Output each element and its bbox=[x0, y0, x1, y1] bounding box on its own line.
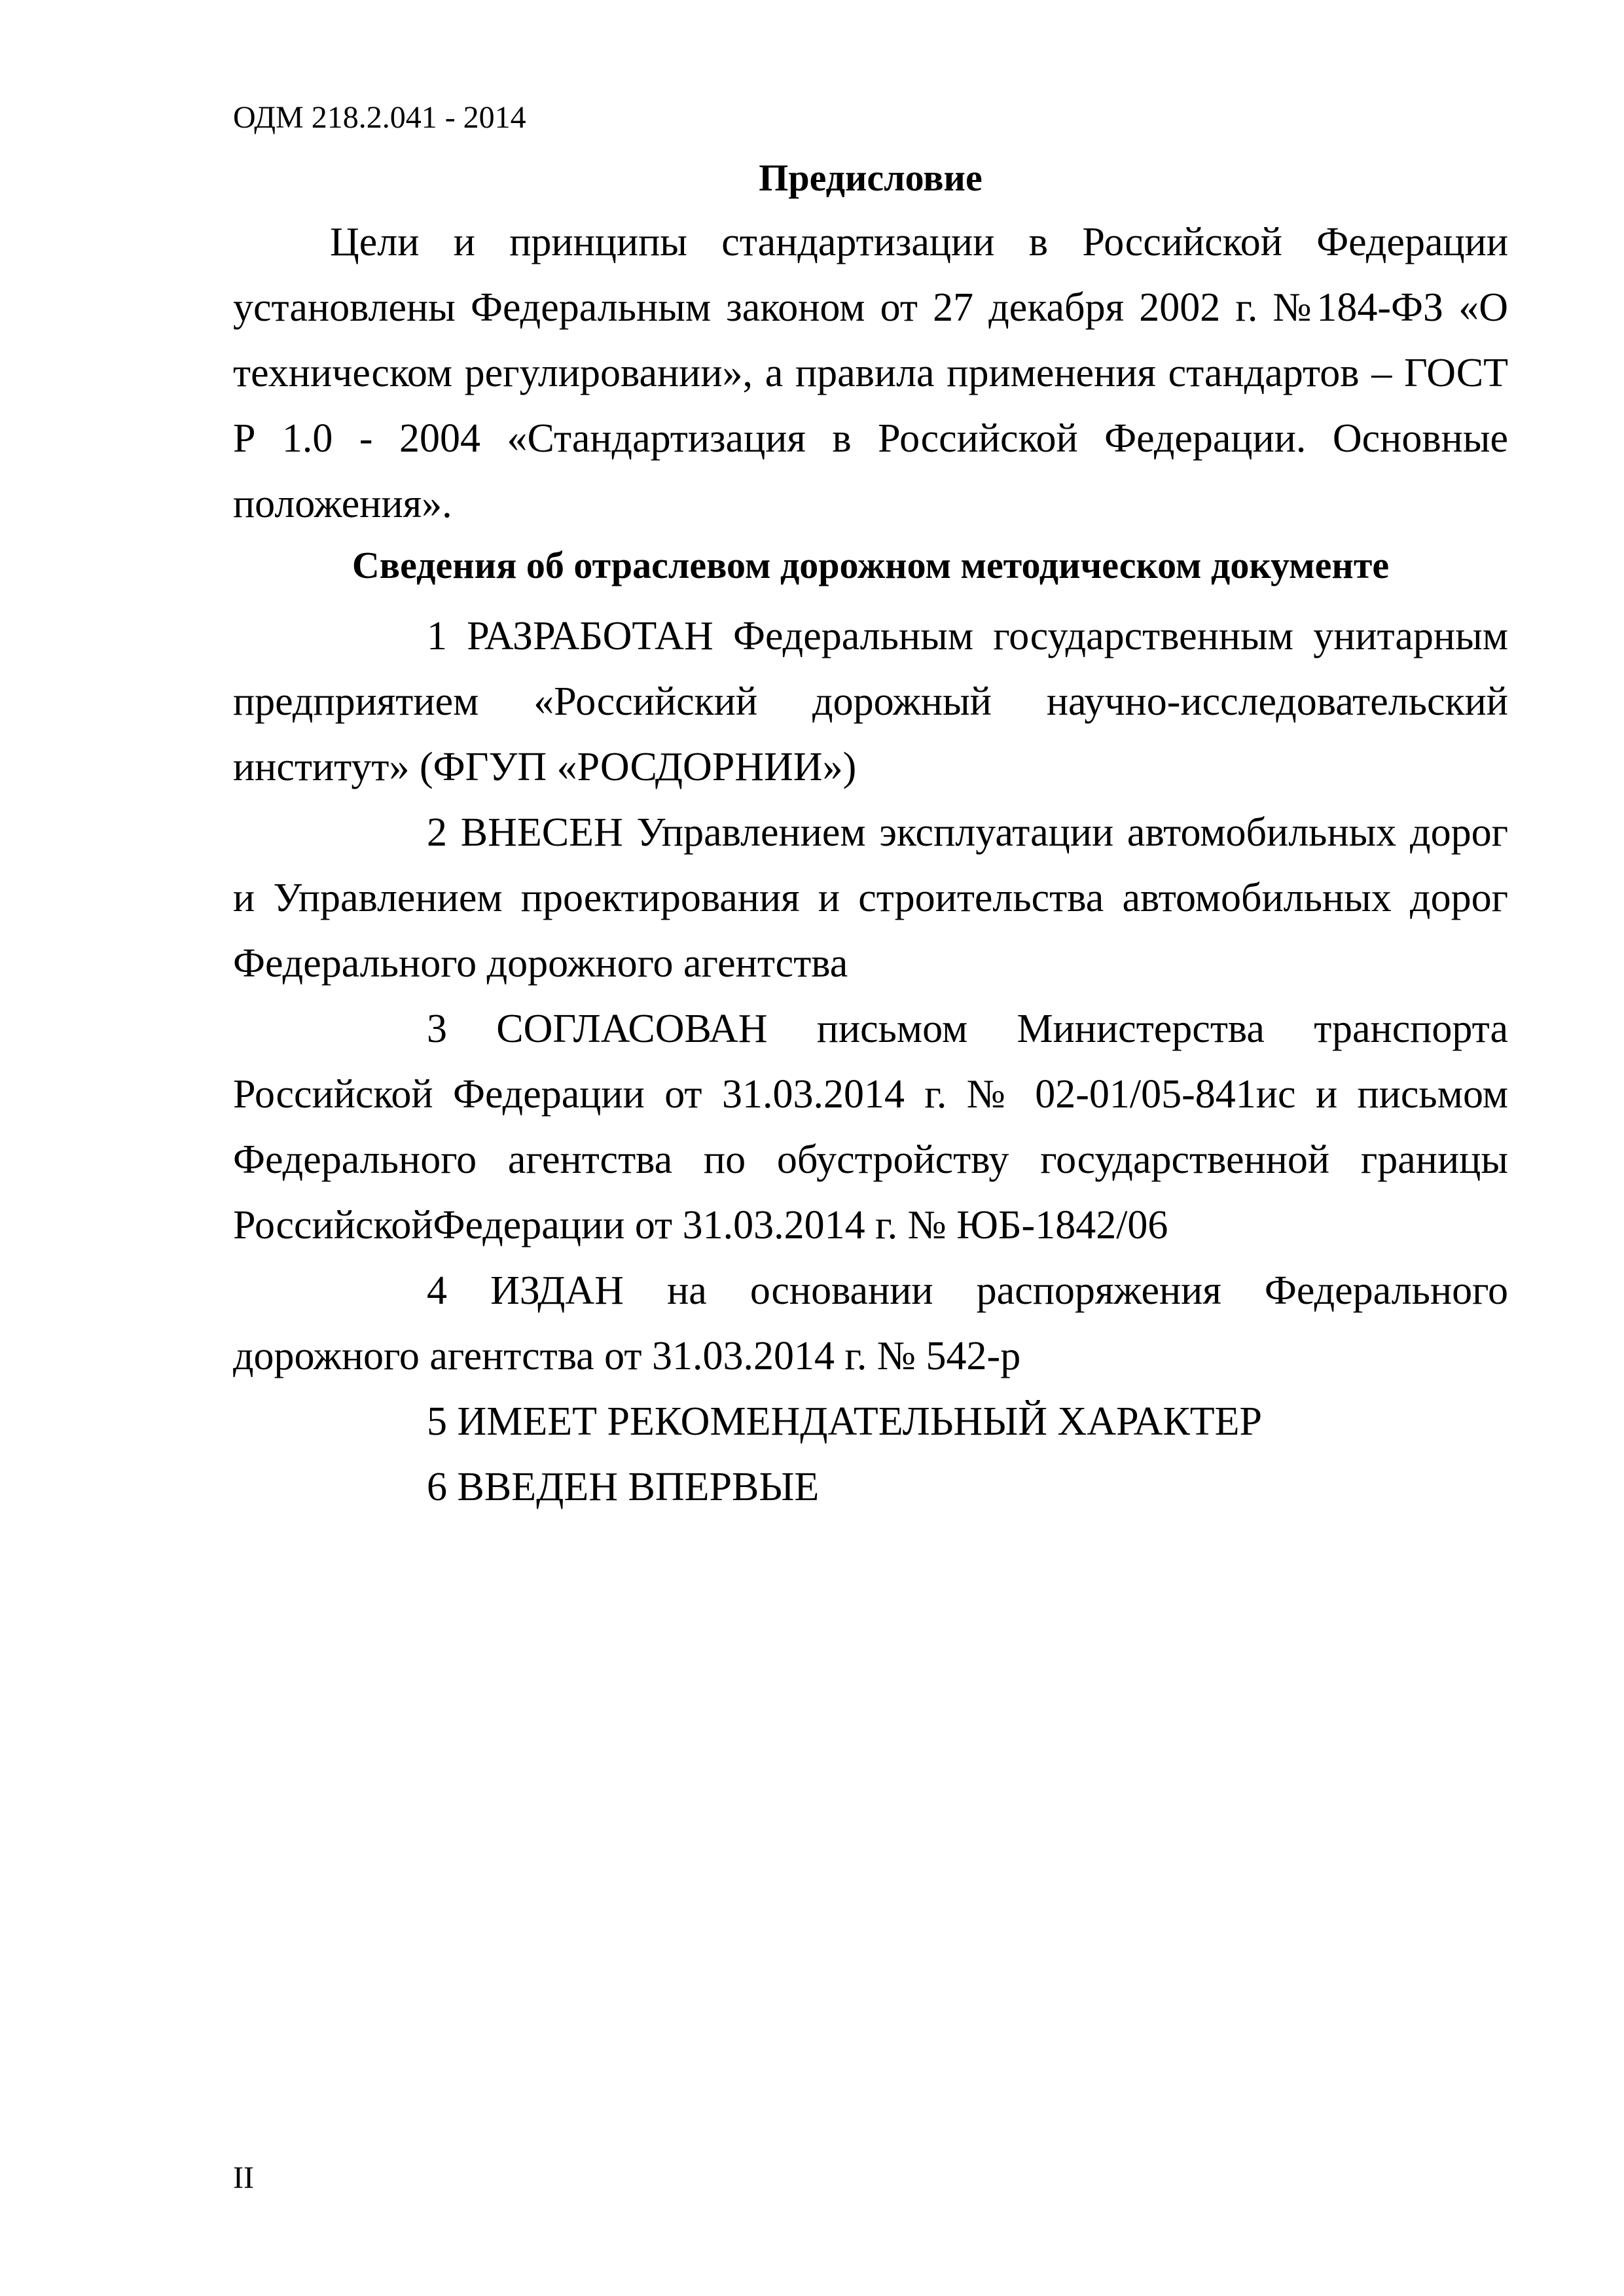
list-item bbox=[233, 1389, 1508, 1454]
list-item bbox=[233, 603, 1508, 800]
list-item bbox=[233, 996, 1508, 1258]
foreword-title: Предисловие bbox=[759, 156, 983, 199]
page-number: II bbox=[233, 2161, 254, 2195]
list-item-number: 2 bbox=[427, 810, 447, 855]
info-title: Сведения об отраслевом дорожном методическом документе bbox=[352, 544, 1390, 586]
list-item-number: 3 bbox=[427, 1007, 447, 1051]
list-item-text: РАЗРАБОТАН Федеральным государственным унитарным предприятием «Российский дорожный научно-исследовательский институт» (ФГУП «РОСДОРНИИ») bbox=[233, 614, 1508, 789]
list-item-number: 6 bbox=[427, 1465, 447, 1509]
list-item bbox=[233, 1258, 1508, 1389]
foreword-paragraph: Цели и принципы стандартизации в Российской Федерации установлены Федеральным законом от 27 декабря 2002 г. №184-ФЗ «О техническом регулировании», а правила применения стандартов – ГОСТ Р 1.0 - 2004 «Стандартизация в Российской Федерации. Основные положения». bbox=[233, 220, 1508, 526]
list-item-number: 4 bbox=[427, 1268, 447, 1313]
list-item-number: 5 bbox=[427, 1399, 447, 1444]
list-item-text: ВВЕДЕН ВПЕРВЫЕ bbox=[457, 1465, 820, 1509]
foreword-section bbox=[233, 209, 1508, 537]
list-item-text: ВНЕСЕН Управлением эксплуатации автомобильных дорог и Управлением проектирования и строительства автомобильных дорог Федерального дорожного агентства bbox=[233, 810, 1508, 986]
list-item-text: СОГЛАСОВАН письмом Министерства транспорта Российской Федерации от 31.03.2014 г. № 02-01/05-841ис и письмом Федерального агентства по обустройству государственной границы РоссийскойФедерации от 31.03.2014 г. № ЮБ-1842/06 bbox=[233, 1007, 1508, 1247]
info-list bbox=[233, 603, 1508, 1520]
list-item-number: 1 bbox=[427, 614, 447, 658]
document-code: ОДМ 218.2.041 - 2014 bbox=[233, 100, 526, 135]
list-item bbox=[233, 1454, 1508, 1520]
list-item-text: ИМЕЕТ РЕКОМЕНДАТЕЛЬНЫЙ ХАРАКТЕР bbox=[457, 1399, 1262, 1444]
list-item bbox=[233, 800, 1508, 996]
list-item-text: ИЗДАН на основании распоряжения Федерального дорожного агентства от 31.03.2014 г. № 542-р bbox=[233, 1268, 1509, 1378]
